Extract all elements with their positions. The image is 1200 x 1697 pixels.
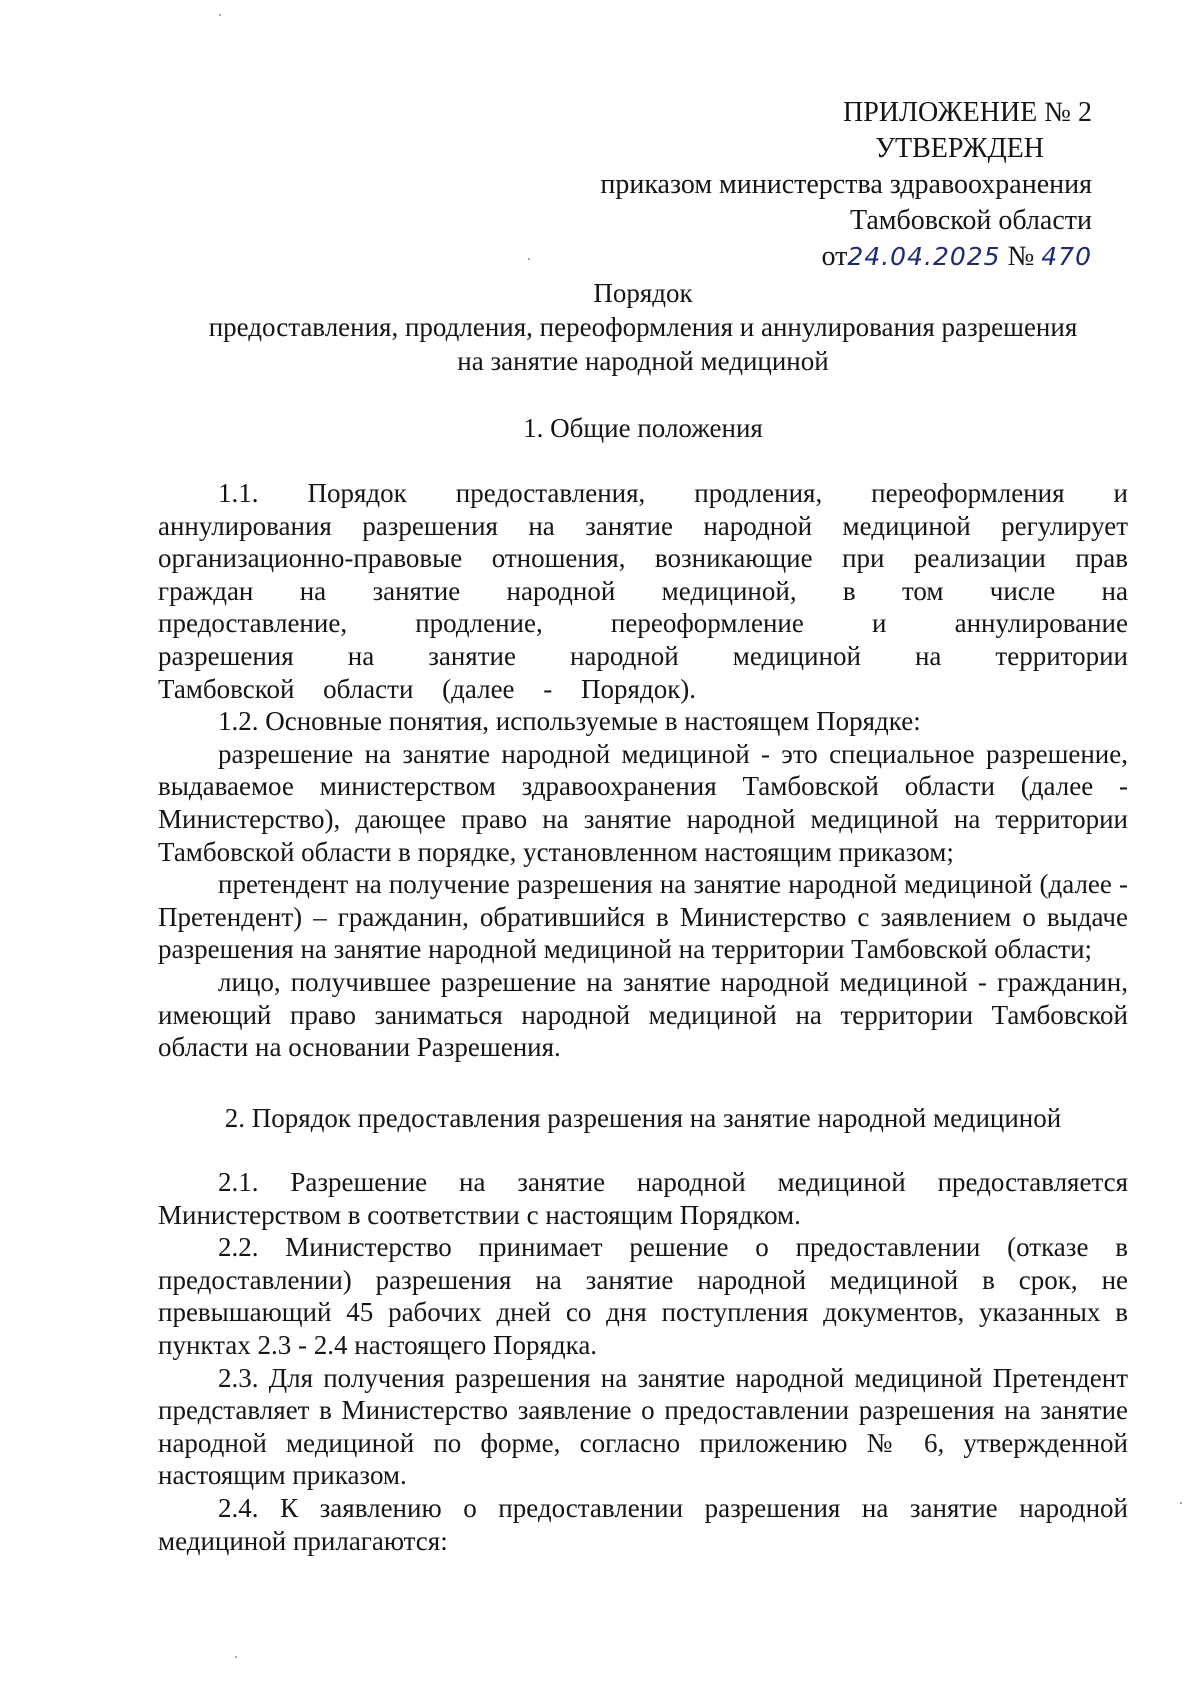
approved-by-order: приказом министерства здравоохранения xyxy=(600,169,1092,200)
approval-header xyxy=(600,95,1140,275)
approved-label: УТВЕРЖДЕН xyxy=(875,133,1044,164)
section1-heading: 1. Общие положения xyxy=(523,413,763,443)
title-subtitle-line2: на занятие народной медициной xyxy=(457,346,829,376)
definition-applicant: претендент на получение разрешения на занятие народной медициной (далее - Претендент) – гражданин, обратившийся в Министерство с заявлением о выдаче разрешения на занятие народной медициной на территории Тамбовской области; xyxy=(158,869,1128,965)
handwritten-date: 24.04.2025 xyxy=(847,242,1001,271)
title-main: Порядок xyxy=(593,278,693,308)
paragraph-1-1: 1.1. Порядок предоставления, продления, переоформления и аннулирования разрешения на занятие народной медициной регулирует организационно-правовые отношения, возникающие при реализации прав граждан на занятие народной медициной, в том числе на предоставление, продление, переоформление и аннулирование разрешения на занятие народной медициной на территории Тамбовской области (далее - Порядок). xyxy=(158,478,1128,704)
section1-body xyxy=(158,477,1128,1064)
paragraph-2-4: 2.4. К заявлению о предоставлении разрешения на занятие народной медициной прилагаются: xyxy=(158,1492,1128,1556)
document-title xyxy=(158,276,1128,378)
number-prefix: № xyxy=(1007,241,1035,272)
definition-permit-holder: лицо, получившее разрешение на занятие народной медициной - гражданин, имеющий право заниматься народной медициной на территории Тамбовской области на основании Разрешения. xyxy=(158,966,1128,1063)
appendix-label: ПРИЛОЖЕНИЕ № 2 xyxy=(843,97,1092,128)
paragraph-1-2: 1.2. Основные понятия, используемые в настоящем Порядке: xyxy=(218,706,921,737)
scan-speck xyxy=(235,1656,237,1658)
scan-speck xyxy=(219,14,221,16)
section2-body xyxy=(158,1166,1128,1557)
order-date-number xyxy=(600,239,1140,275)
handwritten-number: 470 xyxy=(1041,242,1092,271)
date-prefix: от xyxy=(821,241,848,272)
paragraph-2-2: 2.2. Министерство принимает решение о предоставлении (отказе в предоставлении) разрешения на занятие народной медициной в срок, не превышающий 45 рабочих дней со дня поступления документов, указанных в пунктах 2.3 - 2.4 настоящего Порядка. xyxy=(158,1232,1128,1360)
section2-heading: 2. Порядок предоставления разрешения на занятие народной медициной xyxy=(224,1103,1062,1133)
scan-speck xyxy=(1180,1502,1182,1504)
approved-region: Тамбовской области xyxy=(849,205,1092,236)
paragraph-2-3: 2.3. Для получения разрешения на занятие народной медициной Претендент представляет в Министерство заявление о предоставлении разрешения на занятие народной медициной по форме, согласно приложению № 6, утвержденной настоящим приказом. xyxy=(158,1362,1128,1491)
definition-permit: разрешение на занятие народной медициной - это специальное разрешение, выдаваемое министерством здравоохранения Тамбовской области (далее - Министерство), дающее право на занятие народной медициной на территории Тамбовской области в порядке, установленном настоящим приказом; xyxy=(158,738,1128,867)
paragraph-2-1: 2.1. Разрешение на занятие народной медициной предоставляется Министерством в соответствии с настоящим Порядком. xyxy=(158,1167,1128,1230)
title-subtitle-line1: предоставления, продления, переоформления и аннулирования разрешения xyxy=(208,312,1078,342)
scan-speck xyxy=(528,258,530,260)
